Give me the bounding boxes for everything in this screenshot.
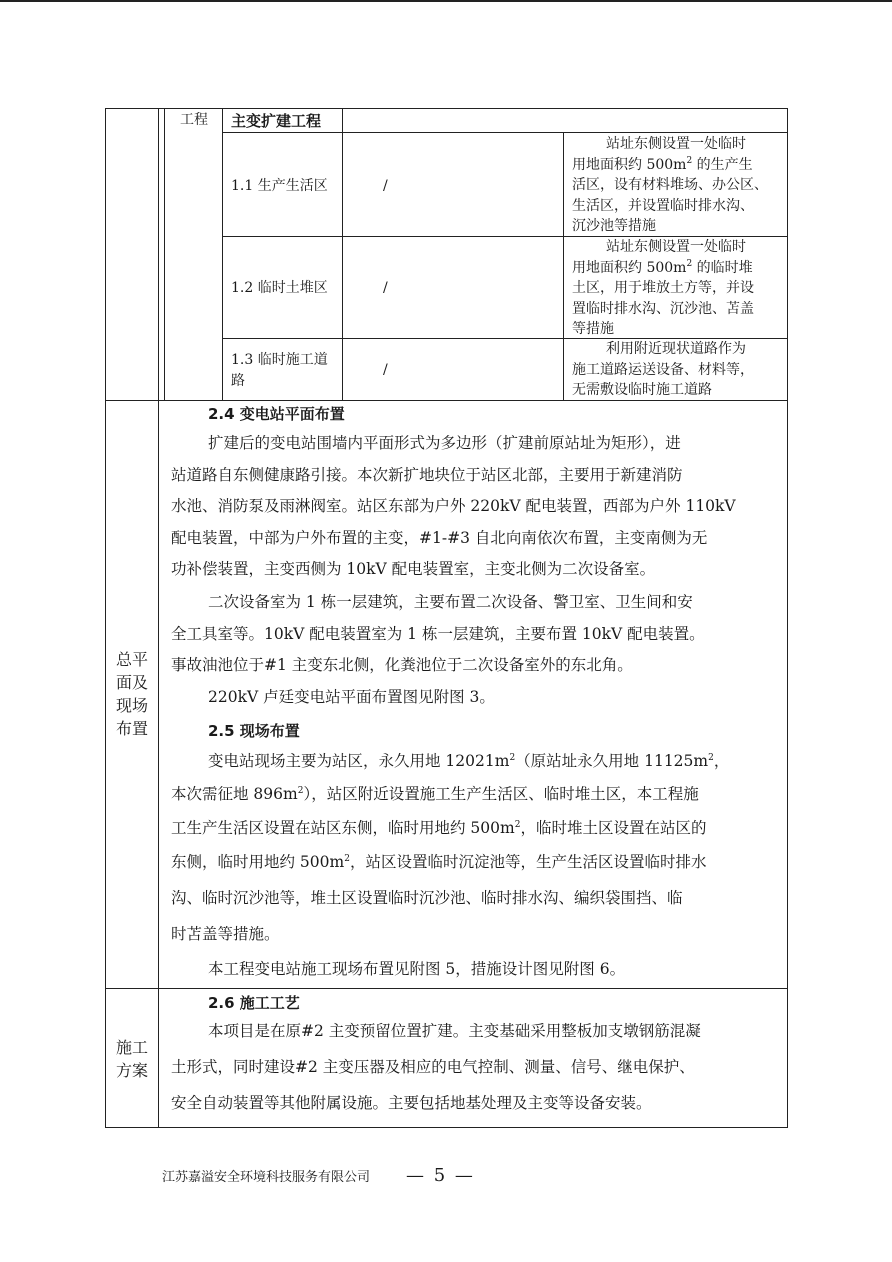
- row-value: /: [383, 280, 388, 296]
- divider: [342, 108, 343, 400]
- paragraph-line: 220kV 卢廷变电站平面布置图见附图 3。: [208, 688, 495, 706]
- paragraph-line: 二次设备室为 1 栋一层建筑，主要布置二次设备、警卫室、卫生间和安: [208, 593, 693, 611]
- paragraph-line: 事故油池位于#1 主变东北侧，化粪池位于二次设备室外的东北角。: [171, 656, 633, 674]
- row-name: 1.1 生产生活区: [231, 178, 328, 194]
- paragraph-line: 时苫盖等措施。: [171, 925, 280, 943]
- divider: [222, 108, 223, 400]
- paragraph-line: 东侧，临时用地约 $500m^2$，站区设置临时沉淀池等，生产生活区设置临时排水: [171, 853, 707, 871]
- paragraph-line: 沟、临时沉沙池等，堆土区设置临时沉沙池、临时排水沟、编织袋围挡、临: [171, 889, 683, 907]
- page-number: — 5 —: [406, 1165, 475, 1186]
- heading-2-5: 2.5 现场布置: [208, 722, 300, 740]
- paragraph-line: 本次需征地 $896m^2$），站区附近设置施工生产生活区、临时堆土区，本工程施: [171, 785, 699, 803]
- top-rule: [0, 0, 892, 2]
- row-description: 利用附近现状道路作为 施工道路运送设备、材料等， 无需敷设临时施工道路: [572, 341, 754, 398]
- paragraph-line: 站道路自东侧健康路引接。本次新扩地块位于站区北部，主要用于新建消防: [171, 466, 683, 484]
- row-name: 1.3 临时施工道 路: [231, 352, 328, 389]
- heading-2-6: 2.6 施工工艺: [208, 994, 300, 1012]
- row-description: 站址东侧设置一处临时 用地面积约 $500m^2$ 的临时堆 土区，用于堆放土方等，并设 置临时排水沟、沉沙池、苫盖 等措施: [572, 239, 754, 337]
- row-name: 1.2 临时土堆区: [231, 280, 328, 296]
- column-label: 工程: [180, 112, 208, 128]
- divider: [563, 132, 564, 400]
- divider: [105, 988, 788, 989]
- column-title: 主变扩建工程: [231, 112, 322, 130]
- row-description: 站址东侧设置一处临时 用地面积约 $500m^2$ 的生产生 活区，设有材料堆场、办公区、 生活区，并设置临时排水沟、 沉沙池等措施: [572, 136, 768, 234]
- paragraph-line: 扩建后的变电站围墙内平面形式为多边形（扩建前原站址为矩形），进: [208, 434, 681, 452]
- paragraph-line: 土形式，同时建设#2 主变压器及相应的电气控制、测量、信号、继电保护、: [171, 1058, 695, 1076]
- divider: [164, 108, 165, 400]
- row-value: /: [383, 178, 388, 194]
- section-label: 总平 面及 现场 布置: [115, 650, 148, 738]
- paragraph-line: 全工具室等。10kV 配电装置室为 1 栋一层建筑，主要布置 10kV 配电装置。: [171, 625, 705, 643]
- paragraph-line: 工生产生活区设置在站区东侧，临时用地约 $500m^2$，临时堆土区设置在站区的: [171, 819, 707, 837]
- paragraph-line: 变电站现场主要为站区，永久用地 $12021m^2$（原站址永久用地 $11125m^2$，: [208, 752, 730, 770]
- footer-company: 江苏嘉溢安全环境科技服务有限公司: [162, 1170, 371, 1185]
- paragraph-line: 本工程变电站施工现场布置见附图 5，措施设计图见附图 6。: [208, 960, 626, 978]
- heading-2-4: 2.4 变电站平面布置: [208, 405, 345, 423]
- row-value: /: [383, 362, 388, 378]
- paragraph-line: 安全自动装置等其他附属设施。主要包括地基处理及主变等设备安装。: [171, 1094, 652, 1112]
- divider: [222, 132, 788, 133]
- paragraph-line: 配电装置，中部为户外布置的主变，#1-#3 自北向南依次布置，主变南侧为无: [171, 529, 708, 547]
- section-label: 施工 方案: [115, 1038, 148, 1080]
- divider: [158, 108, 159, 1128]
- paragraph-line: 本项目是在原#2 主变预留位置扩建。主变基础采用整板加支墩钢筋混凝: [208, 1022, 701, 1040]
- paragraph-line: 水池、消防泵及雨淋阀室。站区东部为户外 220kV 配电装置，西部为户外 110kV: [171, 497, 736, 515]
- paragraph-line: 功补偿装置，主变西侧为 10kV 配电装置室，主变北侧为二次设备室。: [171, 560, 656, 578]
